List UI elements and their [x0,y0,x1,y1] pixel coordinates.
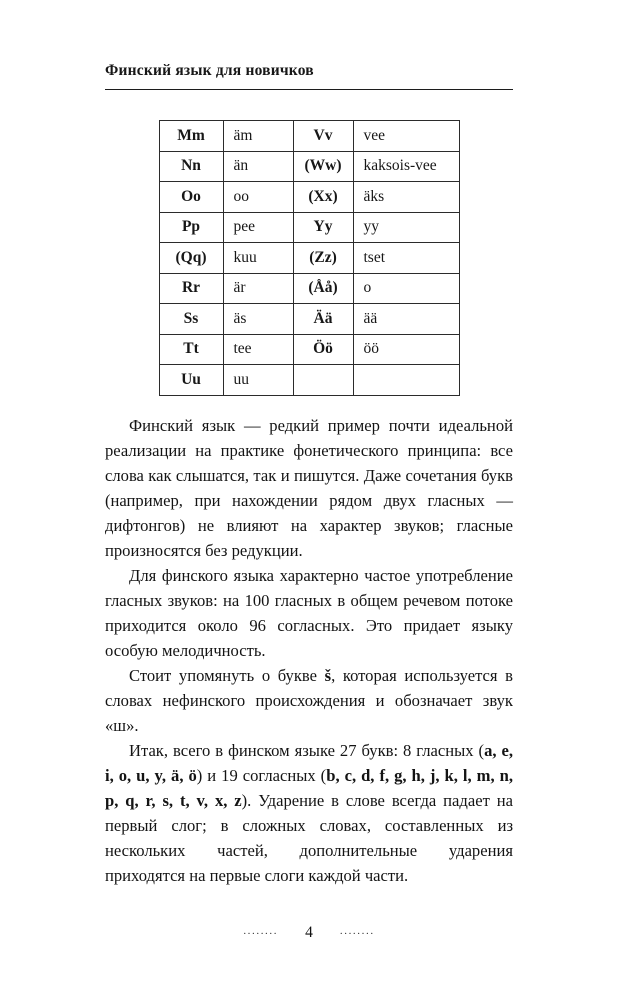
table-cell-letter: Rr [159,273,223,304]
paragraph [105,563,513,663]
table-row [159,151,459,182]
table-cell-pronunciation: öö [353,334,459,365]
table-cell-pronunciation: uu [223,365,293,396]
text-run: Итак, всего в финском языке 27 букв: 8 гласных ( [129,740,485,760]
table-cell-pronunciation: vee [353,121,459,152]
table-cell-pronunciation: pee [223,212,293,243]
table-cell-pronunciation [353,365,459,396]
text-run: Для финского языка характерно частое употребление гласных звуков: на 100 гласных в общем речевом потоке приходится около 96 согласных. Это придает языку особую мелодичность. [105,565,513,660]
table-cell-letter: Oo [159,182,223,213]
text-run-bold: a, e, i, o, u, y, ä, ö [105,740,513,785]
text-run-bold: š [324,665,332,685]
text-run: , которая используется в словах нефинского происхождения и обозначает звук «ш». [105,665,513,735]
table-cell-letter: (Xx) [293,182,353,213]
table-cell-letter: Yy [293,212,353,243]
table-cell-pronunciation: kaksois-vee [353,151,459,182]
table-row [159,212,459,243]
table-cell-pronunciation: tset [353,243,459,274]
table-cell-letter: (Qq) [159,243,223,274]
table-cell-letter: (Ww) [293,151,353,182]
paragraph [105,738,513,888]
table-cell-pronunciation: oo [223,182,293,213]
table-cell-letter: Ss [159,304,223,335]
table-cell-letter: Tt [159,334,223,365]
table-cell-pronunciation: äs [223,304,293,335]
table-cell-letter: Uu [159,365,223,396]
text-run: ). Ударение в слове всегда падает на первый слог; в сложных словах, составленных из нескольких частей, дополнительные ударения приходятся на первые слоги каждой части. [105,790,513,885]
paragraph [105,663,513,738]
table-cell-pronunciation: är [223,273,293,304]
table-row [159,273,459,304]
paragraph [105,413,513,563]
page-footer [0,924,618,942]
table-cell-letter: (Zz) [293,243,353,274]
table-cell-pronunciation: äks [353,182,459,213]
footer-dots-left: ........ [243,924,279,937]
table-cell-pronunciation: ää [353,304,459,335]
text-run: ) и 19 согласных ( [196,765,327,785]
table-cell-pronunciation: yy [353,212,459,243]
table-cell-pronunciation: kuu [223,243,293,274]
table-cell-letter: Ää [293,304,353,335]
table-row [159,365,459,396]
table-row [159,121,459,152]
table-cell-pronunciation: o [353,273,459,304]
table-row [159,334,459,365]
table-cell-letter [293,365,353,396]
table-cell-letter: Pp [159,212,223,243]
table-cell-letter: Vv [293,121,353,152]
table-block [105,120,513,396]
body-text [105,413,513,888]
page-number: 4 [305,924,313,941]
table-cell-letter: Nn [159,151,223,182]
text-run-bold: b, c, d, f, g, h, j, k, l, m, n, p, q, r, s, t, v, x, z [105,765,513,810]
table-cell-letter: Öö [293,334,353,365]
page-header-title: Финский язык для новичков [105,62,314,79]
table-cell-pronunciation: tee [223,334,293,365]
text-run: Стоит упомянуть о букве [129,665,325,685]
table-cell-pronunciation: äm [223,121,293,152]
table-cell-pronunciation: än [223,151,293,182]
alphabet-table [159,120,460,396]
table-cell-letter: Mm [159,121,223,152]
table-row [159,243,459,274]
footer-dots-right: ........ [339,924,375,937]
table-row [159,182,459,213]
text-run: Финский язык — редкий пример почти идеальной реализации на практике фонетического принципа: все слова как слышатся, так и пишутся. Даже сочетания букв (например, при нахождении рядом двух гласных — дифтонгов) не влияют на характер звуков; гласные произносятся без редукции. [105,415,513,560]
header-rule [105,89,513,90]
table-row [159,304,459,335]
table-cell-letter: (Åå) [293,273,353,304]
